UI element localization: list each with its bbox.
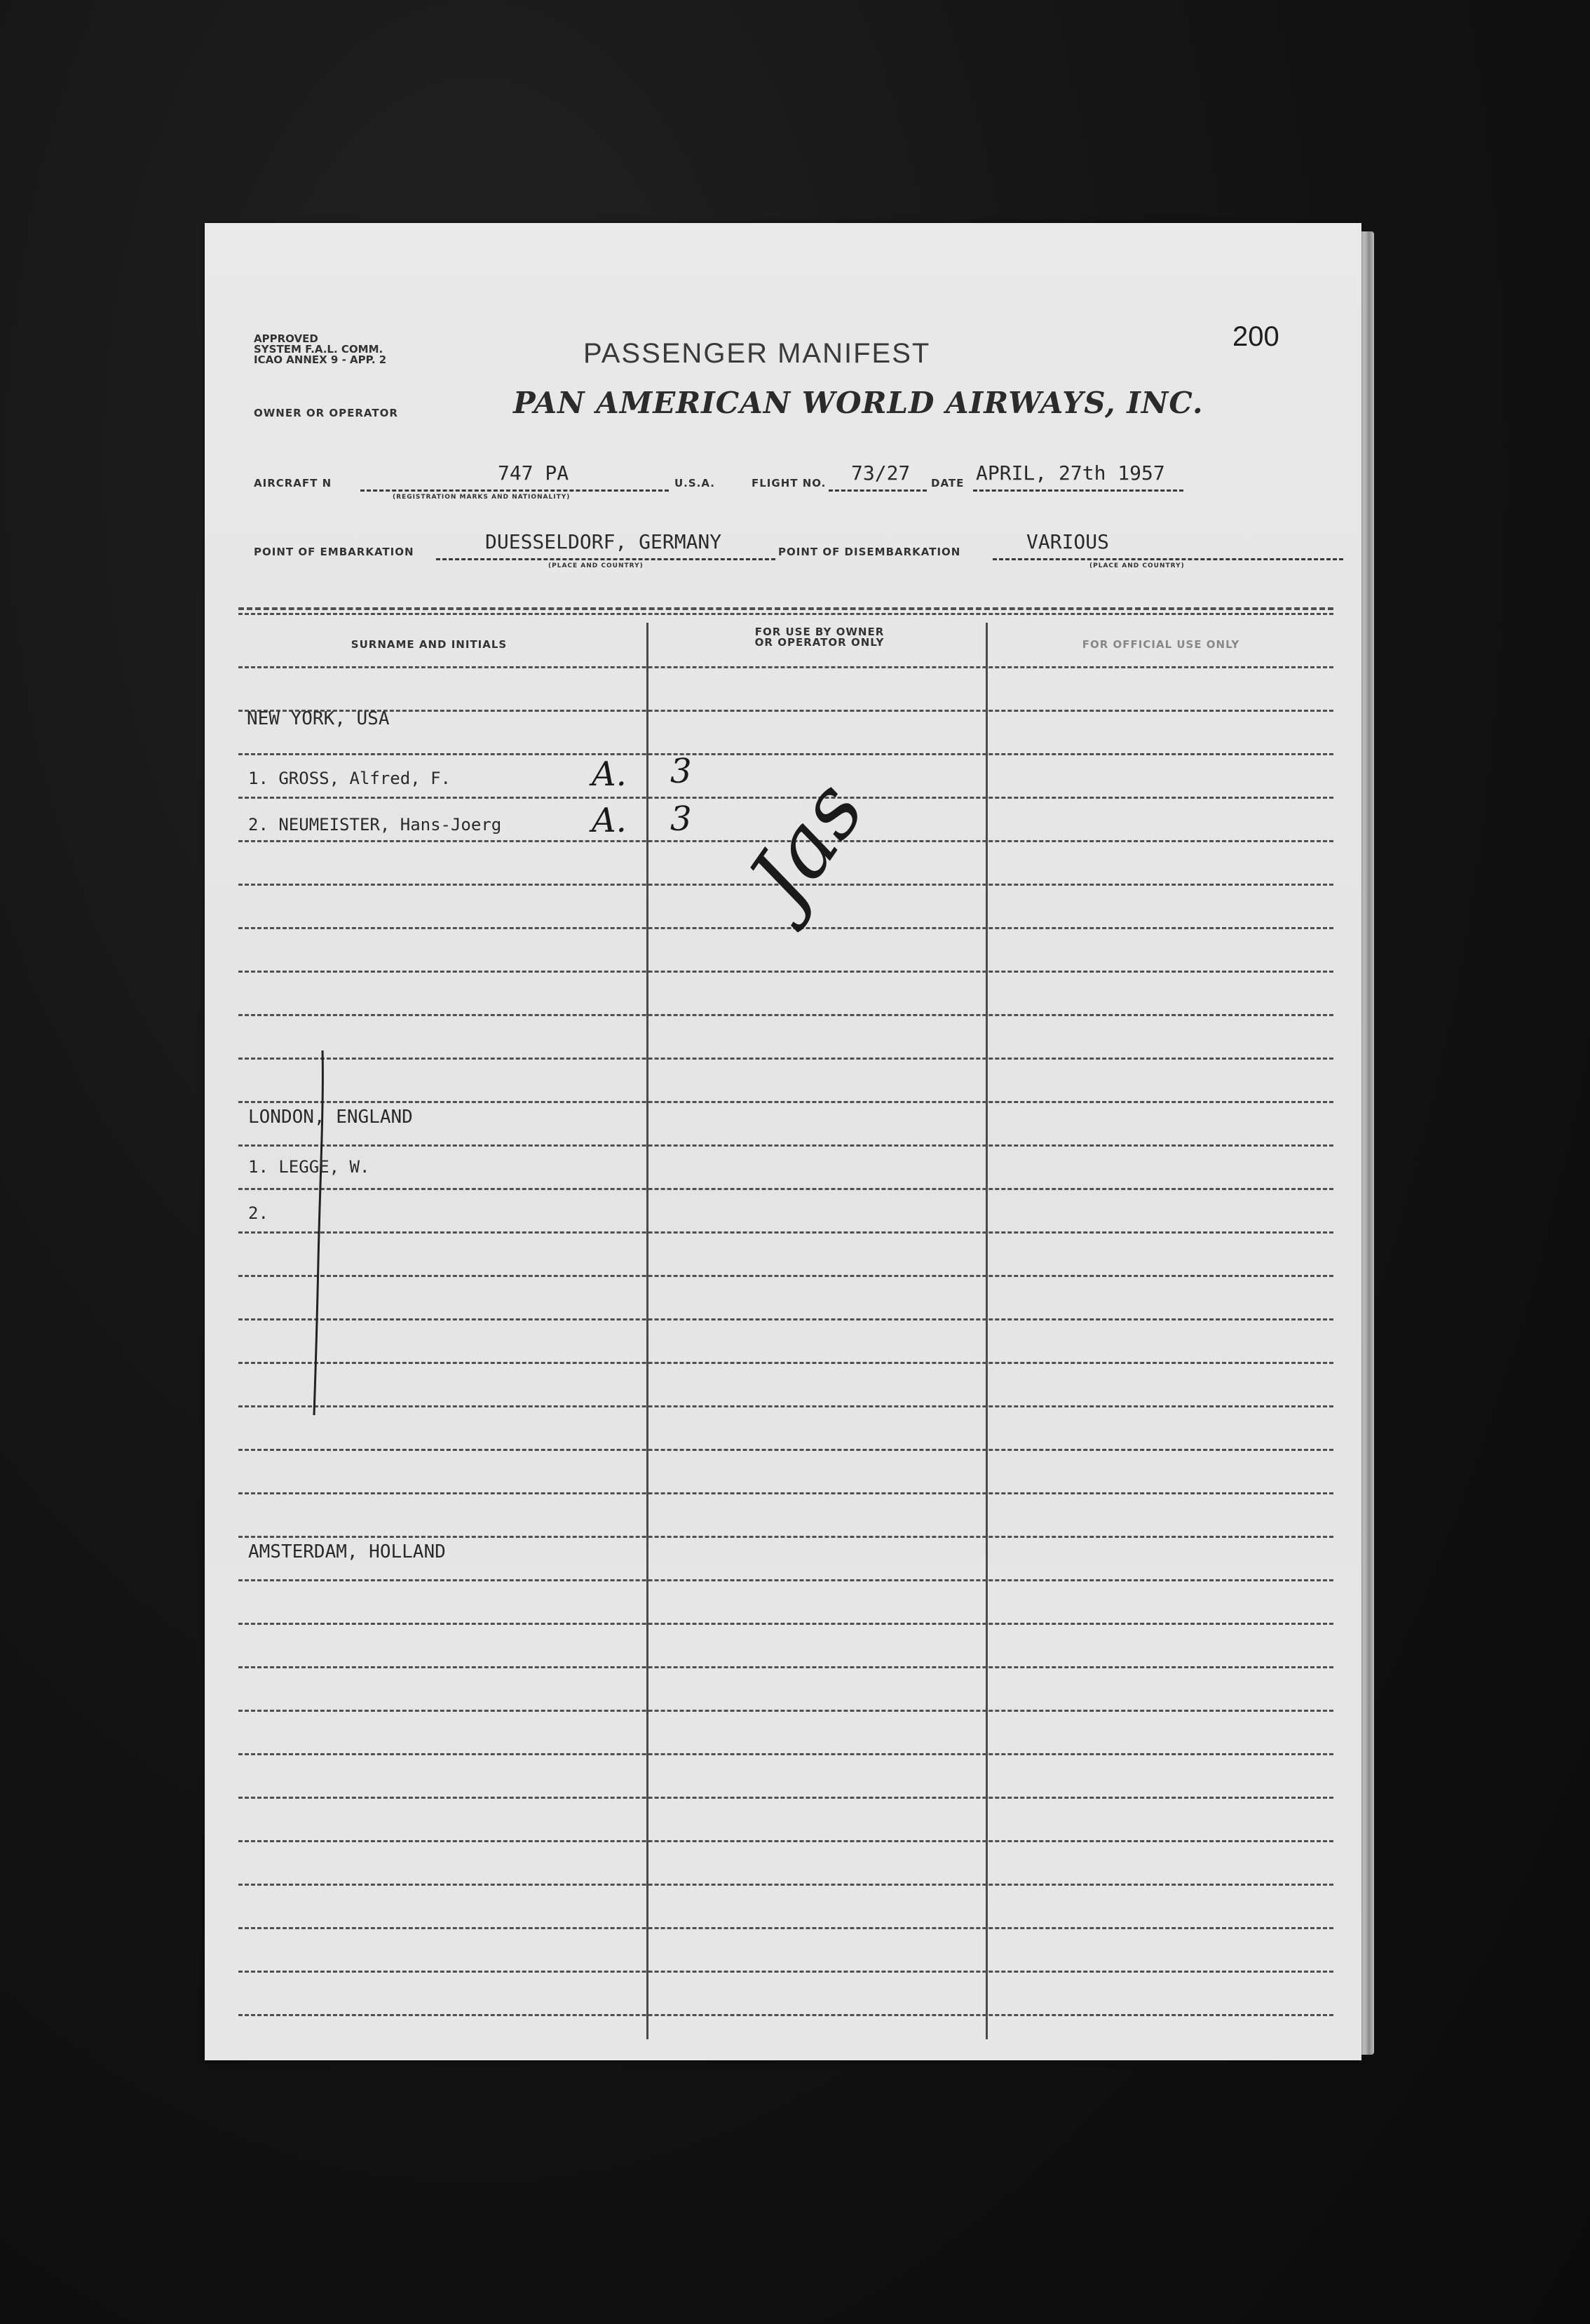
table-row-line: [238, 1536, 1333, 1538]
page-title: PASSENGER MANIFEST: [583, 338, 931, 369]
aircraft-value: 747 PA: [498, 461, 569, 485]
column-divider-2: [986, 623, 988, 2039]
column-header-operator-line-2: OR OPERATOR ONLY: [754, 636, 885, 649]
section-heading-new-york: NEW YORK, USA: [247, 708, 390, 729]
section-heading-amsterdam: AMSTERDAM, HOLLAND: [248, 1541, 446, 1562]
table-row-line: [238, 1971, 1333, 1973]
embarkation-sub-label: (PLACE AND COUNTRY): [548, 562, 644, 569]
table-row-line: [238, 2014, 1333, 2016]
passenger-entry: 1. GROSS, Alfred, F.: [248, 769, 451, 788]
table-row-line: [238, 1666, 1333, 1668]
column-header-operator-line-1: FOR USE BY OWNER: [754, 626, 885, 638]
passenger-entry: 1. LEGGE, W.: [248, 1157, 370, 1177]
handwritten-initials: Jas: [731, 764, 883, 924]
table-row-line: [238, 927, 1333, 929]
table-row-line: [238, 1623, 1333, 1625]
flight-value: 73/27: [851, 461, 911, 485]
handwritten-mark-b: 3: [670, 799, 692, 839]
manifest-page: [205, 223, 1361, 2060]
pen-stroke: [310, 1050, 331, 1415]
table-row-line: [238, 710, 1333, 712]
aircraft-nationality: U.S.A.: [674, 477, 715, 489]
table-row-line: [238, 1840, 1333, 1842]
table-row-line: [238, 753, 1333, 755]
table-row-line: [238, 1101, 1333, 1103]
table-row-line: [238, 1753, 1333, 1755]
table-row-line: [238, 1449, 1333, 1451]
table-row-line: [238, 666, 1333, 668]
owner-value: PAN AMERICAN WORLD AIRWAYS, INC.: [513, 386, 1204, 420]
section-heading-london: LONDON, ENGLAND: [248, 1107, 413, 1128]
aircraft-sub-label: (REGISTRATION MARKS AND NATIONALITY): [393, 494, 571, 501]
owner-label: OWNER OR OPERATOR: [254, 407, 398, 419]
column-divider-1: [646, 623, 648, 2039]
handwritten-mark-b: 3: [670, 752, 692, 791]
approval-line-1: APPROVED: [254, 332, 318, 345]
table-row-line: [238, 1405, 1333, 1407]
table-row-line: [238, 1318, 1333, 1320]
disembarkation-value: VARIOUS: [1026, 530, 1110, 553]
table-row-line: [238, 1362, 1333, 1364]
disembarkation-label: POINT OF DISEMBARKATION: [778, 546, 961, 558]
table-row-line: [238, 1710, 1333, 1712]
table-row-line: [238, 1275, 1333, 1277]
table-row-line: [238, 1058, 1333, 1060]
flight-label: FLIGHT NO.: [752, 477, 827, 489]
table-row-line: [238, 1144, 1333, 1147]
approval-block: [254, 334, 386, 365]
embarkation-value: DUESSELDORF, GERMANY: [485, 530, 722, 553]
table-row-line: [238, 1797, 1333, 1799]
table-row-line: [238, 1927, 1333, 1929]
approval-line-2: SYSTEM F.A.L. COMM.: [254, 343, 383, 356]
embarkation-label: POINT OF EMBARKATION: [254, 546, 414, 558]
approval-line-3: ICAO ANNEX 9 - APP. 2: [254, 353, 387, 366]
table-row-line: [238, 1492, 1333, 1494]
page-number: 200: [1232, 321, 1279, 352]
date-value: APRIL, 27th 1957: [976, 461, 1165, 485]
disembarkation-sub-label: (PLACE AND COUNTRY): [1089, 562, 1185, 569]
handwritten-mark-a: A.: [592, 801, 627, 840]
table-row-line: [238, 971, 1333, 973]
column-header-official: FOR OFFICIAL USE ONLY: [1082, 638, 1240, 651]
handwritten-mark-a: A.: [592, 755, 627, 794]
passenger-entry: 2.: [248, 1203, 269, 1223]
column-header-operator: [648, 627, 991, 648]
table-row-line: [238, 1014, 1333, 1016]
aircraft-label: AIRCRAFT N: [254, 477, 332, 489]
table-row-line: [238, 1579, 1333, 1581]
date-label: DATE: [931, 477, 965, 489]
passenger-entry: 2. NEUMEISTER, Hans-Joerg: [248, 815, 502, 835]
table-row-line: [238, 1884, 1333, 1886]
table-row-line: [238, 1188, 1333, 1190]
table-row-line: [238, 1231, 1333, 1234]
column-header-surname: SURNAME AND INITIALS: [351, 638, 508, 651]
